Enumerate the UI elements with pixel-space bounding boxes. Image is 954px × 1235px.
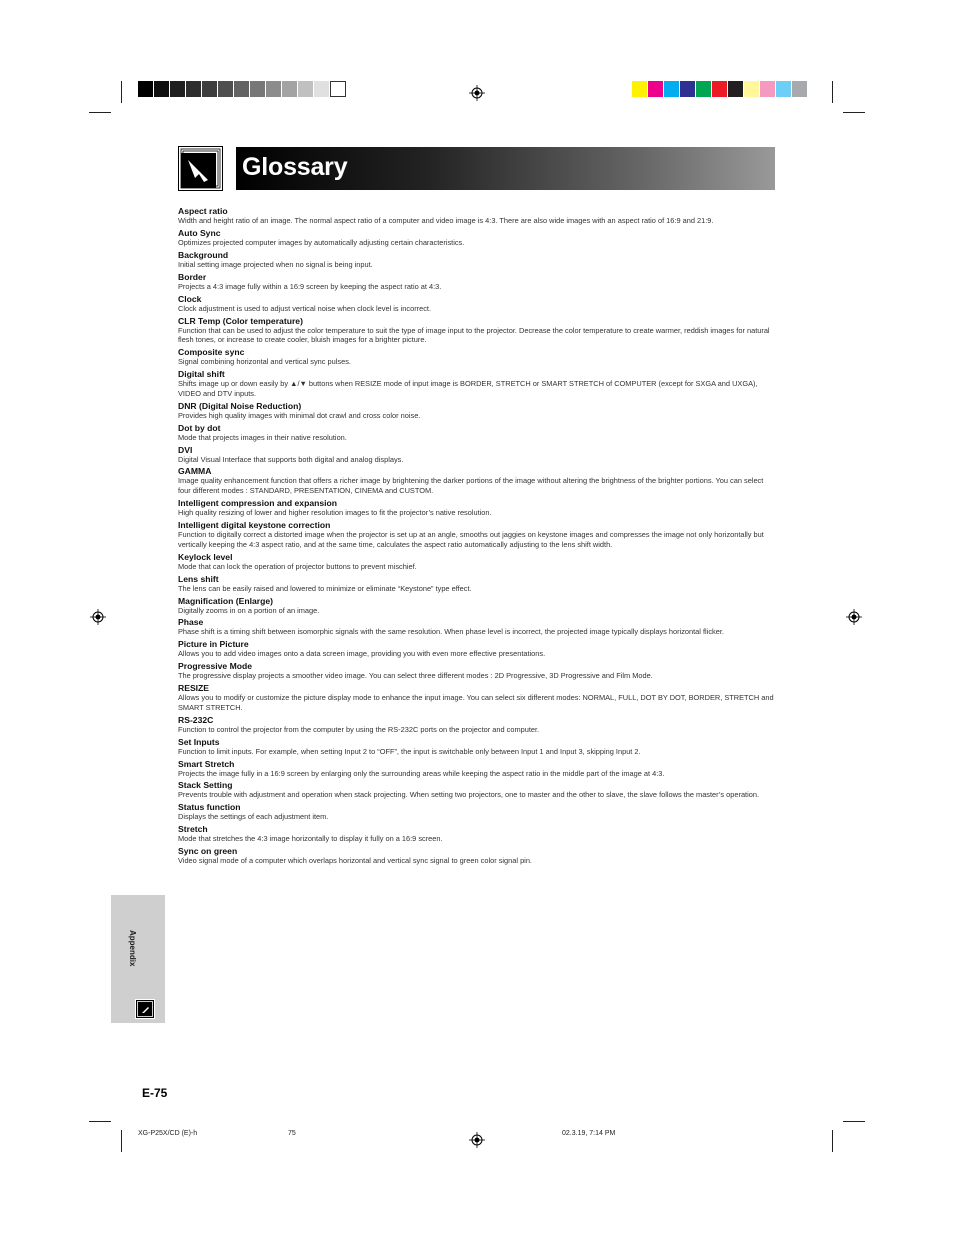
glossary-term: DNR (Digital Noise Reduction) <box>178 400 302 411</box>
crop-mark <box>121 81 122 103</box>
registration-mark-icon <box>846 609 862 625</box>
color-swatch <box>266 81 282 97</box>
color-swatch <box>202 81 218 97</box>
pointer-arrow-icon <box>178 146 223 191</box>
color-swatch <box>138 81 154 97</box>
glossary-term: Background <box>178 249 229 260</box>
crop-mark <box>843 1121 865 1122</box>
glossary-term: Stretch <box>178 824 208 835</box>
crop-mark <box>832 1130 833 1152</box>
color-swatch <box>170 81 186 97</box>
glossary-list <box>178 204 776 866</box>
glossary-definition: Optimizes projected computer images by automatically adjusting certain characteristics. <box>178 237 465 247</box>
registration-mark-icon <box>469 1132 485 1148</box>
glossary-definition: Mode that can lock the operation of projector buttons to prevent mischief. <box>178 561 417 571</box>
glossary-definition: Clock adjustment is used to adjust vertical noise when clock level is incorrect. <box>178 303 432 313</box>
color-swatch <box>154 81 170 97</box>
color-swatch <box>744 81 760 97</box>
color-swatch <box>712 81 728 97</box>
glossary-term: Status function <box>178 802 241 813</box>
color-swatch <box>792 81 808 97</box>
color-swatch <box>632 81 648 97</box>
glossary-term: Phase <box>178 617 204 628</box>
footer-date: 02.3.19, 7:14 PM <box>562 1130 616 1137</box>
crop-mark <box>89 1121 111 1122</box>
glossary-definition: Function to control the projector from the computer by using the RS-232C ports on the projector and computer. <box>178 724 540 734</box>
crop-mark <box>89 112 111 113</box>
glossary-definition: Phase shift is a timing shift between isomorphic signals with the same resolution. When phase level is incorrect, the projected image typically displays horizontal flicker. <box>178 627 724 637</box>
footer-file: XG-P25X/CD (E)-h <box>138 1130 198 1137</box>
glossary-definition: Projects a 4:3 image fully within a 16:9 screen by keeping the aspect ratio at 4:3. <box>178 281 442 291</box>
glossary-definition: Allows you to add video images onto a data screen image, providing you with even more effective presentations. <box>178 649 546 659</box>
page-header <box>178 146 775 191</box>
color-swatch <box>760 81 776 97</box>
glossary-definition: Provides high quality images with minimal dot crawl and cross color noise. <box>178 410 421 420</box>
color-swatch <box>282 81 298 97</box>
color-swatch <box>234 81 250 97</box>
glossary-term: Smart Stretch <box>178 758 235 769</box>
glossary-term: Intelligent digital keystone correction <box>178 520 331 531</box>
header-title-bar <box>236 147 775 190</box>
glossary-term: Keylock level <box>178 551 233 562</box>
color-bar <box>632 81 808 97</box>
color-swatch <box>696 81 712 97</box>
footer-page: 75 <box>288 1130 296 1137</box>
color-swatch <box>330 81 346 97</box>
glossary-definition: Displays the settings of each adjustment item. <box>178 812 329 822</box>
appendix-icon <box>135 999 155 1019</box>
glossary-definition: Initial setting image projected when no signal is being input. <box>178 259 373 269</box>
glossary-term: Composite sync <box>178 347 245 358</box>
glossary-definition: High quality resizing of lower and higher resolution images to fit the projector’s native resolution. <box>178 508 492 518</box>
glossary-term: RESIZE <box>178 683 210 694</box>
glossary-term: CLR Temp (Color temperature) <box>178 315 303 326</box>
glossary-term: Progressive Mode <box>178 661 253 672</box>
glossary-definition: Image quality enhancement function that offers a richer image by brightening the darker portions of the image without altering the brightness of the brighter portions. You can select four different modes : STANDARD, PRESENTATION, CINEMA and CUSTOM. <box>178 476 764 496</box>
page-title: Glossary <box>242 153 348 181</box>
glossary-term: Set Inputs <box>178 736 220 747</box>
glossary-definition: Function that can be used to adjust the color temperature to suit the type of image input to the projector. Decrease the color temperature to create warmer, reddish images for natural flesh tones, or increase to create cooler, bluish images for a brighter picture. <box>178 325 770 345</box>
glossary-definition: Video signal mode of a computer which overlaps horizontal and vertical sync signal to green color signal pin. <box>178 856 532 866</box>
glossary-term: Dot by dot <box>178 422 221 433</box>
glossary-definition: Mode that stretches the 4:3 image horizontally to display it fully on a 16:9 screen. <box>178 834 443 844</box>
glossary-definition: Shifts image up or down easily by ▲/▼ buttons when RESIZE mode of input image is BORDER, STRETCH or SMART STRETCH of COMPUTER (except for SXGA and UXGA), VIDEO and DTV inputs. <box>178 379 758 398</box>
glossary-definition: Digital Visual Interface that supports both digital and analog displays. <box>178 454 404 464</box>
grayscale-bar <box>138 81 346 97</box>
color-swatch <box>314 81 330 97</box>
glossary-definition: Projects the image fully in a 16:9 screen by enlarging only the surrounding areas while keeping the aspect ratio in the middle part of the image at 4:3. <box>178 768 665 778</box>
glossary-term: Auto Sync <box>178 227 221 238</box>
color-swatch <box>648 81 664 97</box>
glossary-term: RS-232C <box>178 714 214 725</box>
color-swatch <box>186 81 202 97</box>
crop-mark <box>832 81 833 103</box>
color-swatch <box>218 81 234 97</box>
glossary-term: Digital shift <box>178 369 225 380</box>
glossary-term: Stack Setting <box>178 780 233 791</box>
glossary-term: GAMMA <box>178 466 212 477</box>
glossary-term: Border <box>178 271 207 282</box>
color-swatch <box>250 81 266 97</box>
crop-mark <box>121 1130 122 1152</box>
glossary-term: Clock <box>178 293 202 304</box>
glossary-definition: The progressive display projects a smoother video image. You can select three different modes : 2D Progressive, 3D Progressive and Film Mode. <box>178 671 653 681</box>
glossary-definition: Function to limit inputs. For example, when setting Input 2 to “OFF”, the input is switchable only between Input 1 and Input 3, skipping Input 2. <box>178 746 641 756</box>
glossary-definition: Allows you to modify or customize the picture display mode to enhance the input image. You can select six different modes: NORMAL, FULL, DOT BY DOT, BORDER, STRETCH and SMART STRETCH. <box>178 693 774 712</box>
glossary-term: Intelligent compression and expansion <box>178 498 338 509</box>
glossary-definition: Width and height ratio of an image. The normal aspect ratio of a computer and video image is 4:3. There are also wide images with an aspect ratio of 16:9 and 21:9. <box>178 216 714 226</box>
color-swatch <box>298 81 314 97</box>
glossary-term: Aspect ratio <box>178 206 228 217</box>
glossary-definition: Mode that projects images in their native resolution. <box>178 432 347 442</box>
registration-mark-icon <box>469 85 485 101</box>
glossary-definition: The lens can be easily raised and lowered to minimize or eliminate “Keystone” type effect. <box>178 583 472 593</box>
glossary-term: Picture in Picture <box>178 639 249 650</box>
color-swatch <box>664 81 680 97</box>
glossary-term: Sync on green <box>178 846 238 857</box>
section-tab-label: Appendix <box>128 930 137 967</box>
glossary-definition: Digitally zooms in on a portion of an image. <box>178 605 320 615</box>
glossary-definition: Prevents trouble with adjustment and operation when stack projecting. When setting two projectors, one to master and the other to slave, the slave follows the master’s operation. <box>178 790 760 800</box>
crop-mark <box>843 112 865 113</box>
glossary-definition: Signal combining horizontal and vertical sync pulses. <box>178 357 351 367</box>
glossary-term: DVI <box>178 444 193 455</box>
color-swatch <box>776 81 792 97</box>
glossary-definition: Function to digitally correct a distorted image when the projector is set up at an angle, smooths out jaggies on keystone images and compresses the image not only horizontally but vertically keeping the 4:3 aspect ratio, and at the same time, calculates the aspect ratio automatically adjusting to the lens shift width. <box>178 530 764 549</box>
glossary-term: Magnification (Enlarge) <box>178 595 274 606</box>
registration-mark-icon <box>90 609 106 625</box>
color-swatch <box>680 81 696 97</box>
page-number: E-75 <box>142 1086 168 1100</box>
color-swatch <box>728 81 744 97</box>
glossary-term: Lens shift <box>178 573 219 584</box>
